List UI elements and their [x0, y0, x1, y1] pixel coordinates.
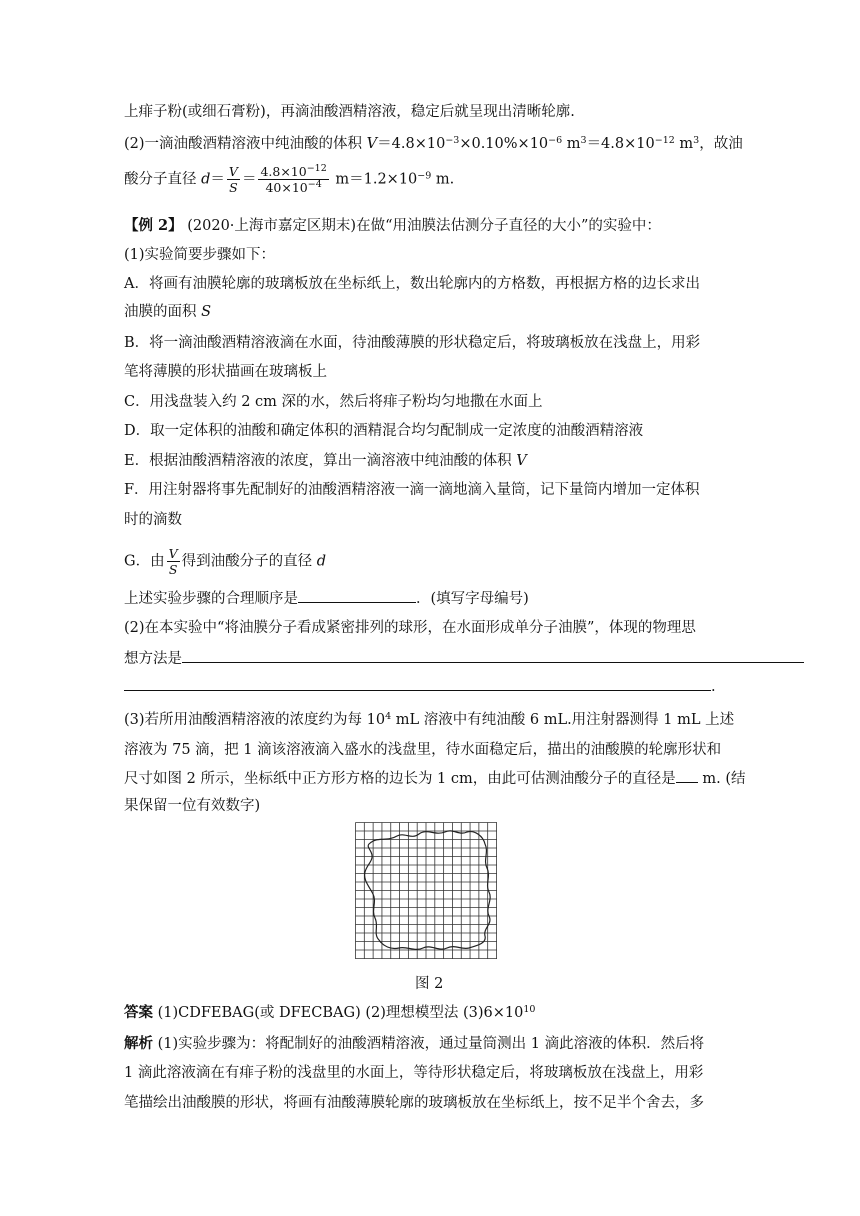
text-line [124, 451, 527, 471]
text-span: 1 滴此溶液滴在有痱子粉的浅盘里的水面上，等待形状稳定后，将玻璃板放在浅盘上，用彩 [124, 1065, 704, 1081]
formula-line [124, 134, 743, 154]
exponent: 10 [523, 1004, 536, 1015]
exponent: −4 [307, 179, 322, 190]
analysis-line [124, 1034, 704, 1054]
fraction-numerator: V [168, 546, 178, 561]
method-answer-blank-2[interactable] [124, 676, 711, 691]
text-line [124, 710, 734, 730]
text-span: 上痱子粉(或细石膏粉)，再滴油酸酒精溶液，稳定后就呈现出清晰轮廓. [124, 104, 575, 120]
fraction [227, 164, 240, 195]
exponent: 3 [693, 135, 700, 146]
text-span: (2)一滴油酸酒精溶液中纯油酸的体积 [124, 136, 367, 152]
text-span: m. [431, 171, 455, 188]
text-span: ，故油 [699, 136, 743, 152]
text-span: ＝ [210, 171, 225, 188]
text-span: 尺寸如图 2 所示，坐标纸中正方形方格的边长为 1 cm，由此可估测油酸分子的直径是 [124, 771, 676, 787]
exponent: 4 [385, 711, 392, 722]
text-span: m [674, 136, 694, 152]
text-span: ．(填写字母编号) [416, 591, 529, 607]
text-span: 笔将薄膜的形状描画在玻璃板上 [124, 364, 327, 380]
fraction [167, 546, 180, 577]
text-span: m [562, 136, 581, 152]
text-span: 时的滴数 [124, 512, 182, 528]
text-span: 果保留一位有效数字) [124, 798, 261, 814]
text-span: m＝1.2×10 [330, 171, 418, 188]
fraction-numerator [258, 164, 328, 180]
text-line [124, 648, 804, 669]
exponent: −12 [306, 163, 327, 174]
text-span: 想方法是 [124, 651, 182, 667]
fraction-denominator [258, 180, 328, 195]
text-span: ＝4.8×10 [586, 136, 655, 152]
text-span: 上述实验步骤的合理顺序是 [124, 591, 298, 607]
text-line [124, 768, 746, 789]
text-line [124, 245, 275, 265]
formula-line [124, 164, 454, 195]
text-line [124, 510, 182, 530]
text-span: mL 溶液中有纯油酸 6 mL.用注射器测得 1 mL 上述 [391, 712, 735, 728]
text-line [124, 740, 721, 760]
text-line [124, 480, 700, 500]
answer-label: 答案 [124, 1004, 153, 1021]
analysis-line [124, 1093, 704, 1113]
text-line [124, 618, 696, 638]
text-line [124, 102, 575, 122]
text-span: (1)CDFEBAG(或 DFECBAG) (2)理想模型法 (3)6×10 [153, 1005, 524, 1021]
variable: V [516, 453, 527, 469]
text-span: D．取一定体积的油酸和确定体积的酒精混合均匀配制成一定浓度的油酸酒精溶液 [124, 423, 644, 439]
variable: S [201, 304, 212, 320]
answer-line [124, 1003, 535, 1023]
oil-film-grid-figure [355, 822, 498, 960]
text-span: 溶液为 75 滴，把 1 滴该溶液滴入盛水的浅盘里，待水面稳定后，描出的油酸膜的轮廓形状和 [124, 742, 722, 758]
text-line [124, 333, 700, 353]
order-answer-blank[interactable] [298, 588, 416, 603]
fraction [258, 164, 328, 195]
text-span: G．由 [124, 553, 165, 570]
text-span: B．将一滴油酸酒精溶液滴在水面，待油酸薄膜的形状稳定后，将玻璃板放在浅盘上，用彩 [124, 335, 701, 351]
variable: d [316, 553, 327, 570]
exponent: −12 [654, 135, 675, 146]
text-span: m. (结 [697, 771, 746, 787]
text-span: 油膜的面积 [124, 304, 202, 320]
exponent: −9 [417, 170, 432, 182]
exponent: −6 [548, 135, 563, 146]
diameter-answer-blank[interactable] [676, 768, 698, 783]
figure-caption: 图 2 [415, 976, 444, 992]
variable: V [366, 136, 378, 152]
exponent: −3 [445, 135, 460, 146]
text-line [124, 274, 700, 294]
text-span: . [711, 679, 716, 695]
text-span: E．根据油酸酒精溶液的浓度，算出一滴溶液中纯油酸的体积 [124, 453, 517, 469]
text-line [124, 588, 529, 609]
text-line [124, 796, 260, 816]
text-line [124, 392, 543, 412]
formula-line [124, 546, 326, 577]
text-line [124, 676, 716, 697]
text-span: (1)实验步骤为：将配制好的油酸酒精溶液，通过量筒测出 1 滴此溶液的体积．然后将 [153, 1036, 705, 1052]
text-span: (2)在本实验中“将油膜分子看成紧密排列的球形，在水面形成单分子油膜”，体现的物理思 [124, 620, 696, 636]
fraction-numerator: V [228, 164, 238, 179]
grid-svg [355, 822, 498, 960]
text-span: (3)若所用油酸酒精溶液的浓度约为每 10 [124, 712, 386, 728]
analysis-line [124, 1063, 703, 1083]
text-span: 笔描绘出油酸膜的形状，将画有油酸薄膜轮廓的玻璃板放在坐标纸上，按不足半个舍去，多 [124, 1095, 704, 1111]
text-span: ＝4.8×10 [377, 136, 446, 152]
text-span: 酸分子直径 [124, 171, 202, 188]
example-heading [124, 216, 661, 236]
text-span: ×0.10%×10 [459, 136, 549, 152]
text-line [124, 302, 211, 322]
text-span: 40×10 [265, 180, 308, 195]
variable: d [201, 171, 211, 188]
exponent: 3 [580, 135, 587, 146]
text-span: (2020·上海市嘉定区期末)在做“用油膜法估测分子直径的大小”的实验中： [182, 218, 661, 234]
text-line [124, 421, 643, 441]
fraction-denominator: S [229, 180, 238, 195]
example-tag: 【例 2】 [124, 217, 183, 234]
method-answer-blank[interactable] [182, 648, 804, 663]
text-span: ＝ [241, 171, 257, 188]
text-span: A．将画有油膜轮廓的玻璃板放在坐标纸上，数出轮廓内的方格数，再根据方格的边长求出 [124, 276, 700, 292]
text-span: C．用浅盘装入约 2 cm 深的水，然后将痱子粉均匀地撒在水面上 [124, 394, 543, 410]
text-line [124, 362, 327, 382]
analysis-label: 解析 [124, 1035, 153, 1052]
text-span: 4.8×10 [260, 164, 307, 179]
text-span: 得到油酸分子的直径 [181, 553, 317, 570]
fraction-denominator: S [168, 562, 178, 577]
text-span: F．用注射器将事先配制好的油酸酒精溶液一滴一滴地滴入量筒，记下量筒内增加一定体积 [124, 482, 700, 498]
text-span: (1)实验简要步骤如下： [124, 247, 276, 263]
